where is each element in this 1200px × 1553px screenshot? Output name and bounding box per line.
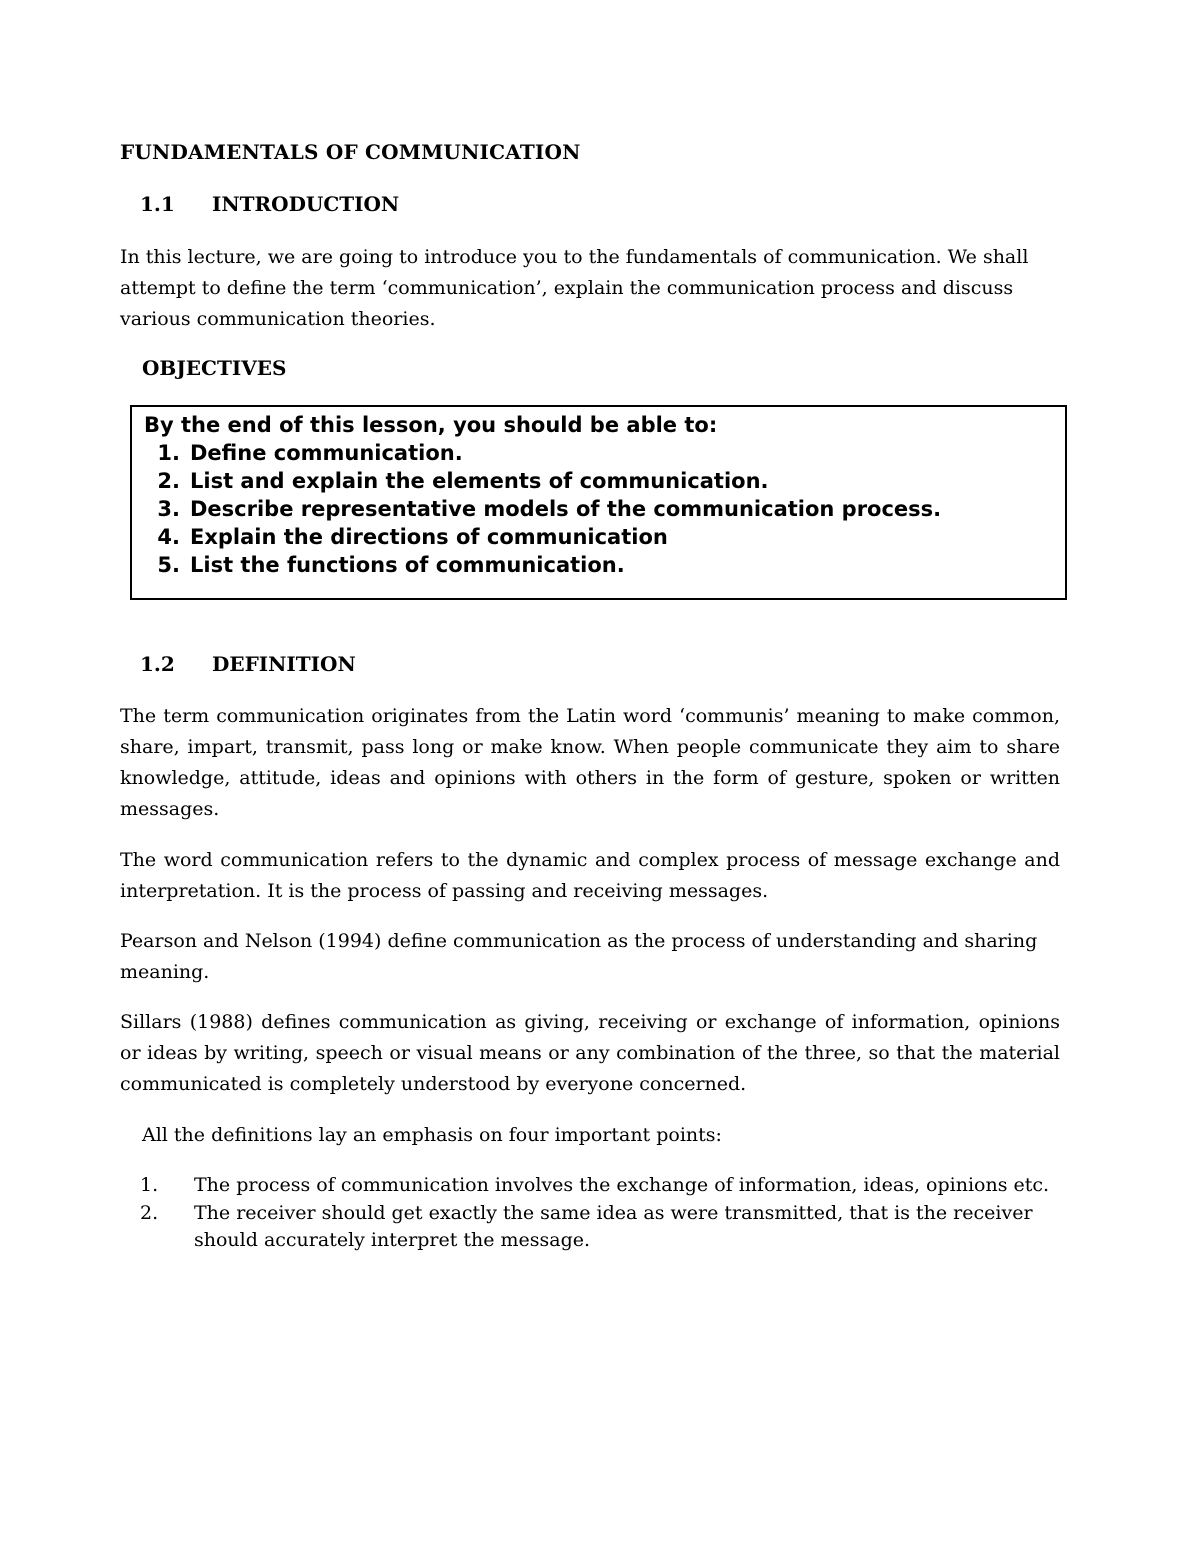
objective-number: 5.	[157, 553, 180, 577]
emphasis-intro: All the definitions lay an emphasis on four important points:	[142, 1124, 722, 1146]
point-item	[140, 1200, 1060, 1254]
objectives-box	[130, 405, 1067, 600]
section-title: INTRODUCTION	[212, 192, 400, 216]
objective-text: List and explain the elements of communication.	[190, 469, 769, 493]
objective-number: 3.	[157, 497, 180, 521]
points-list	[140, 1172, 1060, 1255]
objectives-heading: OBJECTIVES	[142, 356, 287, 380]
objective-item	[144, 439, 941, 467]
section-number: 1.2	[140, 652, 175, 676]
section-heading-definition	[140, 652, 356, 676]
definition-paragraph-1: The term communication originates from the Latin word ‘communis’ meaning to make common, share, impart, transmit, pass long or make know. When people communicate they aim to share knowledge, attitude, ideas and opinions with others in the form of gesture, spoken or written messages.	[120, 705, 1060, 820]
definition-paragraph-4: Sillars (1988) defines communication as giving, receiving or exchange of information, opinions or ideas by writing, speech or visual means or any combination of the three, so that the material communicated is completely understood by everyone concerned.	[120, 1011, 1060, 1095]
point-text: The receiver should get exactly the same idea as were transmitted, that is the receiver should accurately interpret the message.	[194, 1202, 1033, 1251]
objective-item	[144, 523, 941, 551]
objective-item	[144, 551, 941, 579]
point-item	[140, 1172, 1060, 1199]
objective-text: List the functions of communication.	[190, 553, 625, 577]
document-title: FUNDAMENTALS OF COMMUNICATION	[120, 140, 581, 164]
section-heading-introduction	[140, 192, 399, 216]
section-title: DEFINITION	[212, 652, 356, 676]
objective-number: 4.	[157, 525, 180, 549]
definition-paragraph-2: The word communication refers to the dynamic and complex process of message exchange and interpretation. It is the process of passing and receiving messages.	[120, 849, 1060, 902]
objective-number: 1.	[157, 441, 180, 465]
section-number: 1.1	[140, 192, 175, 216]
objective-text: Define communication.	[190, 441, 463, 465]
definition-paragraph-3: Pearson and Nelson (1994) define communication as the process of understanding and sharing meaning.	[120, 930, 1038, 983]
point-number: 2.	[140, 1202, 159, 1224]
objective-text: Explain the directions of communication	[190, 525, 668, 549]
objectives-lead: By the end of this lesson, you should be able to:	[144, 413, 718, 437]
objectives-list	[144, 439, 941, 579]
point-number: 1.	[140, 1174, 159, 1196]
objective-number: 2.	[157, 469, 180, 493]
objective-item	[144, 467, 941, 495]
introduction-paragraph: In this lecture, we are going to introduce you to the fundamentals of communication. We shall attempt to define the term ‘communication’, explain the communication process and discuss various communication theories.	[120, 246, 1029, 330]
objective-text: Describe representative models of the communication process.	[190, 497, 942, 521]
point-text: The process of communication involves the exchange of information, ideas, opinions etc.	[194, 1174, 1050, 1196]
objective-item	[144, 495, 941, 523]
